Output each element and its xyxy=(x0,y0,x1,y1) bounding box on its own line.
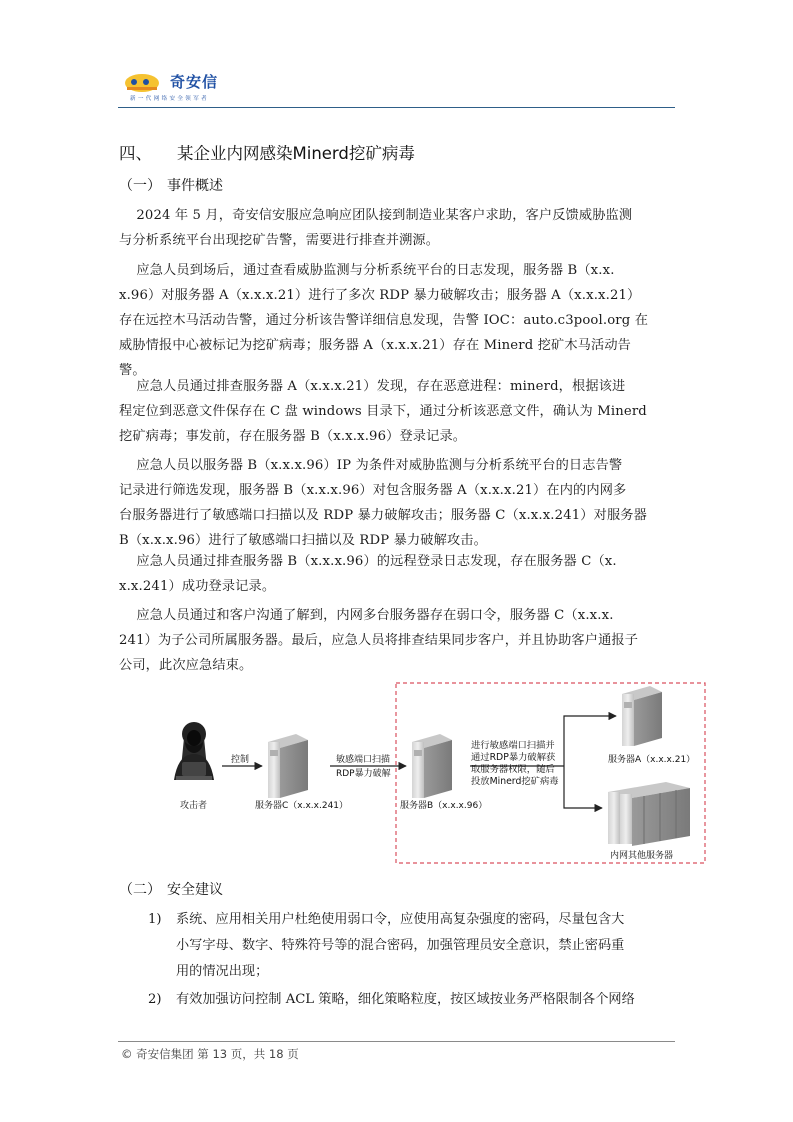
paragraph-4 xyxy=(119,453,674,553)
scan-label: 敏感端口扫描 xyxy=(336,755,391,765)
subsection-title: 安全建议 xyxy=(167,882,223,898)
server-c-icon xyxy=(268,734,308,798)
paragraph-6 xyxy=(119,603,674,678)
control-label: 控制 xyxy=(231,755,250,765)
text-line: x.96）对服务器 A（x.x.x.21）进行了多次 RDP 暴力破解攻击；服务器 A（x.x.x.21） xyxy=(119,288,641,303)
server-a-label: 服务器A（x.x.x.21） xyxy=(608,755,696,765)
paragraph-5 xyxy=(119,549,674,599)
paragraph-2 xyxy=(119,258,674,383)
section-title: 某企业内网感染Minerd挖矿病毒 xyxy=(177,144,415,163)
rdp-label: RDP暴力破解 xyxy=(336,769,391,779)
attack-action-note: 进行敏感端口扫描并 通过RDP暴力破解获 取服务器权限，随后 投放Minerd挖矿病毒 xyxy=(471,740,559,787)
text-line: 应急人员通过和客户沟通了解到，内网多台服务器存在弱口令，服务器 C（x.x.x. xyxy=(119,608,614,623)
text-line: x.x.241）成功登录记录。 xyxy=(119,579,276,594)
text-line: 威胁情报中心被标记为挖矿病毒；服务器 A（x.x.x.21）存在 Minerd 挖矿木马活动告 xyxy=(119,338,632,353)
server-b-label: 服务器B（x.x.x.96） xyxy=(400,801,488,811)
text-line: 241）为子公司所属服务器。最后，应急人员将排查结果同步客户，并且协助客户通报子 xyxy=(119,633,639,648)
section-number: 四、 xyxy=(119,144,152,163)
text-line: 存在远控木马活动告警，通过分析该告警详细信息发现，告警 IOC：auto.c3pool.org 在 xyxy=(119,313,649,328)
list-text: 系统、应用相关用户杜绝使用弱口令，应使用高复杂强度的密码，尽量包含大 小写字母、数字、特殊符号等的混合密码，加强管理员安全意识，禁止密码重 用的情况出现； xyxy=(176,912,625,979)
subsection-heading-overview xyxy=(119,175,223,195)
attack-path-diagram xyxy=(150,680,710,865)
list-number: 1) xyxy=(148,912,162,927)
subsection-title: 事件概述 xyxy=(167,178,223,194)
list-text: 有效加强访问控制 ACL 策略，细化策略粒度，按区域按业务严格限制各个网络 xyxy=(176,992,635,1007)
text-line: 2024 年 5 月，奇安信安服应急响应团队接到制造业某客户求助，客户反馈威胁监测 xyxy=(119,208,633,223)
company-logo xyxy=(122,70,252,106)
subsection-number: （一） xyxy=(119,178,161,194)
text-line: B（x.x.x.96）进行了敏感端口扫描以及 RDP 暴力破解攻击。 xyxy=(119,533,487,548)
text-line: 应急人员通过排查服务器 B（x.x.x.96）的远程登录日志发现，存在服务器 C（x. xyxy=(119,554,617,569)
footer-divider xyxy=(118,1041,675,1042)
server-b-icon xyxy=(412,734,452,798)
text-line: 应急人员通过排查服务器 A（x.x.x.21）发现，存在恶意进程：minerd，根据该进 xyxy=(119,379,626,394)
text-line: 公司，此次应急结束。 xyxy=(119,658,253,673)
text-line: 程定位到恶意文件保存在 C 盘 windows 目录下，通过分析该恶意文件，确认为 Minerd xyxy=(119,404,647,419)
subsection-heading-recommendations xyxy=(119,879,223,899)
header-divider xyxy=(118,107,675,108)
text-line: 记录进行筛选发现，服务器 B（x.x.x.96）对包含服务器 A（x.x.x.21）在内的内网多 xyxy=(119,483,627,498)
hooded-attacker-icon xyxy=(174,722,214,780)
server-a-icon xyxy=(622,686,662,746)
text-line: 与分析系统平台出现挖矿告警，需要进行排查并溯源。 xyxy=(119,233,440,248)
text-line: 台服务器进行了敏感端口扫描以及 RDP 暴力破解攻击；服务器 C（x.x.x.241）对服务器 xyxy=(119,508,647,523)
section-heading xyxy=(119,140,415,164)
text-line: 警。 xyxy=(119,363,146,378)
paragraph-1 xyxy=(119,203,674,253)
server-c-label: 服务器C（x.x.x.241） xyxy=(255,801,349,811)
arrow-to-other-servers xyxy=(564,766,602,808)
text-line: 应急人员到场后，通过查看威胁监测与分析系统平台的日志发现，服务器 B（x.x. xyxy=(119,263,615,278)
text-line: 挖矿病毒；事发前，存在服务器 B（x.x.x.96）登录记录。 xyxy=(119,429,467,444)
subsection-number: （二） xyxy=(119,882,161,898)
paragraph-3 xyxy=(119,374,674,449)
attacker-label: 攻击者 xyxy=(180,801,208,811)
diagram-graphics xyxy=(150,680,710,865)
other-servers-label: 内网其他服务器 xyxy=(610,851,674,861)
list-number: 2) xyxy=(148,992,162,1007)
brand-mascot-icon xyxy=(122,70,162,94)
text-line: 应急人员以服务器 B（x.x.x.96）IP 为条件对威胁监测与分析系统平台的日志告警 xyxy=(119,458,623,473)
internal-servers-group-icon xyxy=(608,782,690,846)
brand-name: 奇安信 xyxy=(170,73,219,91)
page-footer: © 奇安信集团 第 13 页，共 18 页 xyxy=(121,1047,299,1061)
brand-tagline: 新一代网络安全领军者 xyxy=(130,96,210,102)
recommendation-item xyxy=(148,907,625,985)
